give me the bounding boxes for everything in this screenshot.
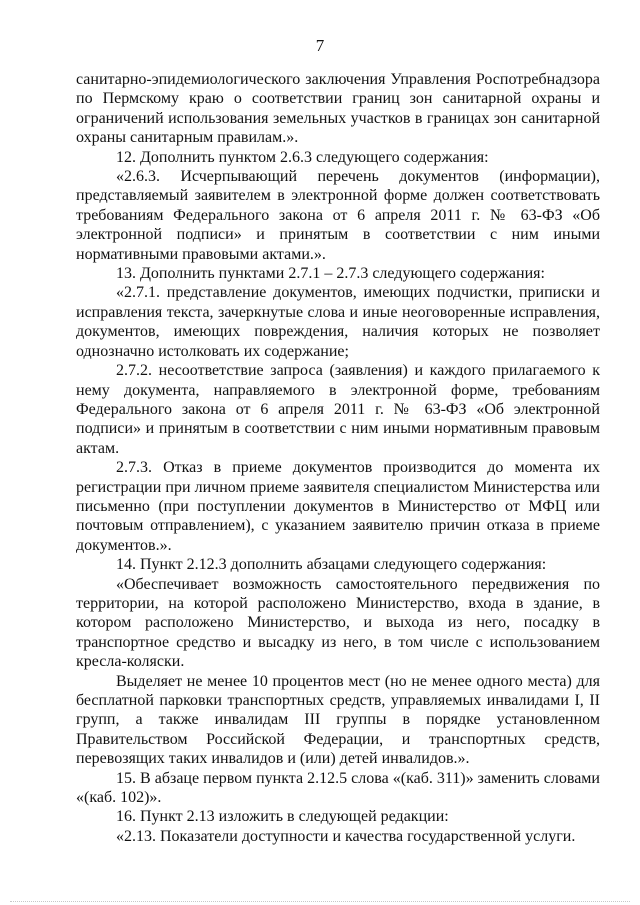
- paragraph-item-16: 16. Пункт 2.13 изложить в следующей редакции:: [116, 808, 449, 826]
- paragraph-2-13: «2.13. Показатели доступности и качества государственной услуги.: [116, 827, 576, 845]
- paragraph-continuation: санитарно-эпидемиологического заключения Управления Роспотребнадзора по Пермскому краю о соответствии границ зон санитарной охраны и ограничений использования земельных участков в границах зон санитарной охраны санитарным правилам.».: [76, 71, 600, 147]
- paragraph-2-7-1: «2.7.1. представление документов, имеющих подчистки, приписки и исправления текста, зачеркнутые слова и иные неоговоренные исправления, документов, имеющих повреждения, наличия которых не позволяет однозначно истолковать их содержание;: [76, 284, 600, 360]
- paragraph-item-14: 14. Пункт 2.12.3 дополнить абзацами следующего содержания:: [116, 556, 547, 574]
- paragraph-item-12: 12. Дополнить пунктом 2.6.3 следующего содержания:: [116, 148, 489, 166]
- document-body: [76, 70, 600, 846]
- paragraph-item-13: 13. Дополнить пунктами 2.7.1 – 2.7.3 следующего содержания:: [116, 265, 545, 283]
- paragraph-2-6-3: «2.6.3. Исчерпывающий перечень документов (информации), представляемый заявителем в электронной форме должен соответствовать требованиям Федерального закона от 6 апреля 2011 г. № 63-ФЗ «Об электронной подписи» и принятым в соответствии с ним иными нормативными правовыми актами.».: [76, 168, 600, 263]
- page-bottom-edge: [10, 901, 630, 903]
- paragraph-2-7-2: 2.7.2. несоответствие запроса (заявления) и каждого прилагаемого к нему документа, направляемого в электронной форме, требованиям Федерального закона от 6 апреля 2011 г. № 63-ФЗ «Об электронной подписи» и принятым в соответствии с ним иными нормативным правовым актам.: [76, 362, 600, 457]
- paragraph-item-15: 15. В абзаце первом пункта 2.12.5 слова «(каб. 311)» заменить словами «(каб. 102)».: [76, 769, 600, 807]
- paragraph-parking: Выделяет не менее 10 процентов мест (но не менее одного места) для бесплатной парковки транспортных средств, управляемых инвалидами I, II групп, а также инвалидам III группы в порядке установленном Правительством Российской Федерации, и транспортных средств, перевозящих таких инвалидов и (или) детей инвалидов.».: [76, 672, 600, 768]
- page-number: 7: [315, 36, 325, 55]
- paragraph-2-7-3: 2.7.3. Отказ в приеме документов производится до момента их регистрации при личном приеме заявителя специалистом Министерства или письменно (при поступлении документов в Министерство от МФЦ или почтовым отправлением), с указанием заявителю причин отказа в приеме документов.».: [76, 459, 600, 554]
- paragraph-accessibility-movement: «Обеспечивает возможность самостоятельного передвижения по территории, на которой расположено Министерство, входа в здание, в котором расположено Министерство, и выхода из него, посадку в транспортное средство и высадку из него, в том числе с использованием кресла-коляски.: [76, 575, 600, 671]
